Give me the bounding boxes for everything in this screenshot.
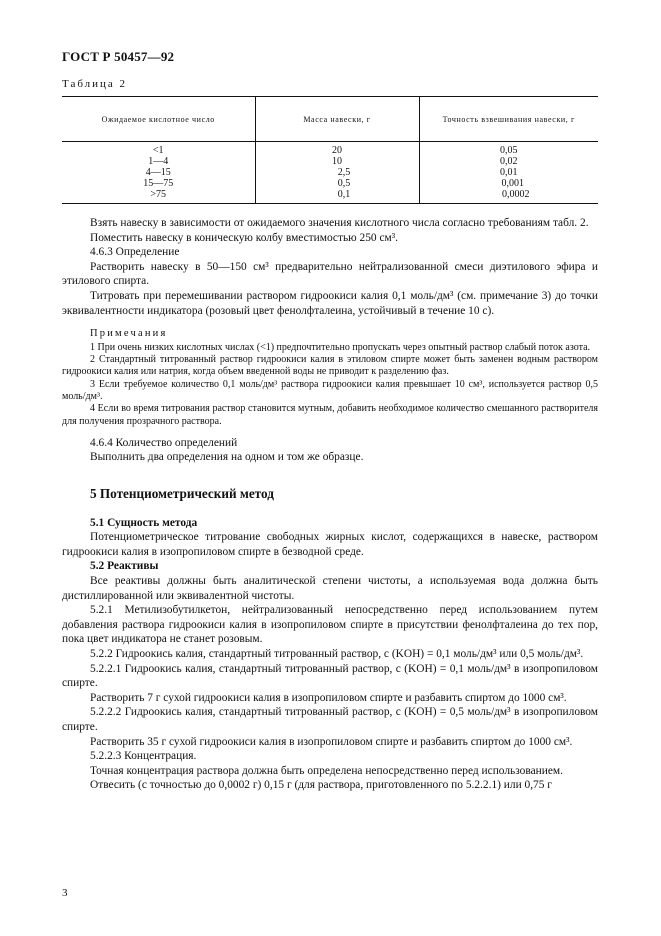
paragraph: 5.2.2.2 Гидроокись калия, стандартный титрованный раствор, c (KOH) = 0,5 моль/дм³ в изопропиловом спирте. — [62, 706, 598, 733]
heading-5-1: 5.1 Сущность метода — [90, 516, 198, 529]
paragraph: Растворить 7 г сухой гидроокиси калия в изопропиловом спирте и разбавить спиртом до 1000 см³. — [90, 691, 567, 704]
note-4: 4 Если во время титрования раствор становится мутным, добавить необходимое количество смешанного растворителя для получения прозрачного раствора. — [62, 403, 598, 427]
table-header-row — [62, 97, 598, 142]
note-1: 1 При очень низких кислотных числах (<1) предпочтительно пропускать через опытный раствор слабый поток азота. — [90, 341, 591, 353]
column-header: Масса навески, г — [255, 97, 419, 142]
paragraph: 5.2.1 Метилизобутилкетон, нейтрализованный непосредственно перед использованием путем добавления раствора гидроокиси калия в изопропиловом спирте в присутствии фенолфталеина до тех пор, пока цвет индикатора не станет розовым. — [62, 604, 598, 646]
note-2: 2 Стандартный титрованный раствор гидроокиси калия в этиловом спирте может быть заменен водным раствором гидроокиси калия или натрия, когда объем введенной воды не приводит к разделению фаз. — [62, 354, 598, 378]
column-header: Ожидаемое кислотное число — [62, 97, 255, 142]
paragraph: Растворить 35 г сухой гидроокиси калия в изопропиловом спирте и разбавить спиртом до 1000 см³. — [90, 735, 573, 748]
section-5-heading: 5 Потенциометрический метод — [90, 486, 274, 502]
subsection-heading: 4.6.4 Количество определений — [90, 436, 238, 449]
paragraph: Растворить навеску в 50—150 см³ предварительно нейтрализованной смеси диэтилового эфира и этилового спирта. — [62, 260, 598, 288]
table-cell: 0,001 — [501, 178, 524, 189]
note-3: 3 Если требуемое количество 0,1 моль/дм³ раствора гидроокиси калия превышает 10 см³, используется раствор 0,5 моль/дм³. — [62, 378, 598, 402]
subsection-heading: 4.6.3 Определение — [90, 246, 180, 259]
table-cell: <1 — [152, 145, 164, 156]
paragraph: Выполнить два определения на одном и том же образце. — [90, 451, 364, 464]
paragraph: Отвесить (с точностью до 0,0002 г) 0,15 г (для раствора, приготовленного по 5.2.2.1) или 0,75 г — [90, 779, 552, 792]
table-cell: 0,1 — [337, 189, 351, 200]
table-cell: 10 — [332, 156, 342, 167]
table-cell: 0,0002 — [502, 189, 530, 200]
page-number: 3 — [62, 887, 68, 899]
weighing-accuracy-cell — [419, 145, 598, 204]
table-cell: 0,5 — [337, 178, 351, 189]
table-cell: 1—4 — [148, 156, 169, 167]
table-cell: 20 — [332, 145, 342, 156]
paragraph: Все реактивы должны быть аналитической степени чистоты, а используемая вода должна быть дистиллированной или эквивалентной чистоты. — [62, 574, 598, 602]
paragraph: Взять навеску в зависимости от ожидаемого значения кислотного числа согласно требованиям табл. 2. — [90, 217, 589, 229]
heading-5-2: 5.2 Реактивы — [90, 560, 159, 573]
paragraph: 5.2.2 Гидроокись калия, стандартный титрованный раствор, c (KOH) = 0,1 моль/дм³ или 0,5 моль/дм³. — [90, 647, 584, 660]
table-cell: >75 — [150, 189, 167, 200]
table-cell: 0,01 — [500, 167, 518, 178]
column-header: Точность взвешивания навески, г — [419, 97, 598, 142]
body-text — [62, 216, 598, 793]
paragraph: 5.2.2.1 Гидроокись калия, стандартный титрованный раствор, c (KOH) = 0,1 моль/дм³ в изопропиловом спирте. — [62, 662, 598, 690]
paragraph: Потенциометрическое титрование свободных жирных кислот, содержащихся в навеске, раствором гидроокиси калия в изопропиловом спирте в безводной среде. — [62, 531, 598, 558]
table-body-row — [62, 145, 598, 204]
table-cell: 2,5 — [337, 167, 351, 178]
table-cell: 0,02 — [500, 156, 518, 167]
table-cell: 4—15 — [145, 167, 171, 178]
paragraph: Поместить навеску в коническую колбу вместимостью 250 см³. — [90, 231, 398, 244]
document-header: ГОСТ Р 50457—92 — [62, 49, 175, 64]
sample-mass-cell — [255, 145, 419, 204]
table-cell: 0,05 — [500, 145, 518, 156]
table-caption: Таблица 2 — [62, 78, 128, 90]
expected-acid-number-cell — [62, 145, 255, 204]
paragraph: Точная концентрация раствора должна быть определена непосредственно перед использованием. — [90, 764, 563, 777]
table-2 — [62, 96, 598, 204]
notes-heading: Примечания — [90, 328, 168, 340]
table-cell: 15—75 — [143, 178, 174, 189]
paragraph: 5.2.2.3 Концентрация. — [90, 750, 197, 763]
paragraph: Титровать при перемешивании раствором гидроокиси калия 0,1 моль/дм³ (см. примечание 3) до точки эквивалентности индикатора (розовый цвет фенолфталеина, устойчивый в течение 10 с). — [62, 289, 598, 317]
